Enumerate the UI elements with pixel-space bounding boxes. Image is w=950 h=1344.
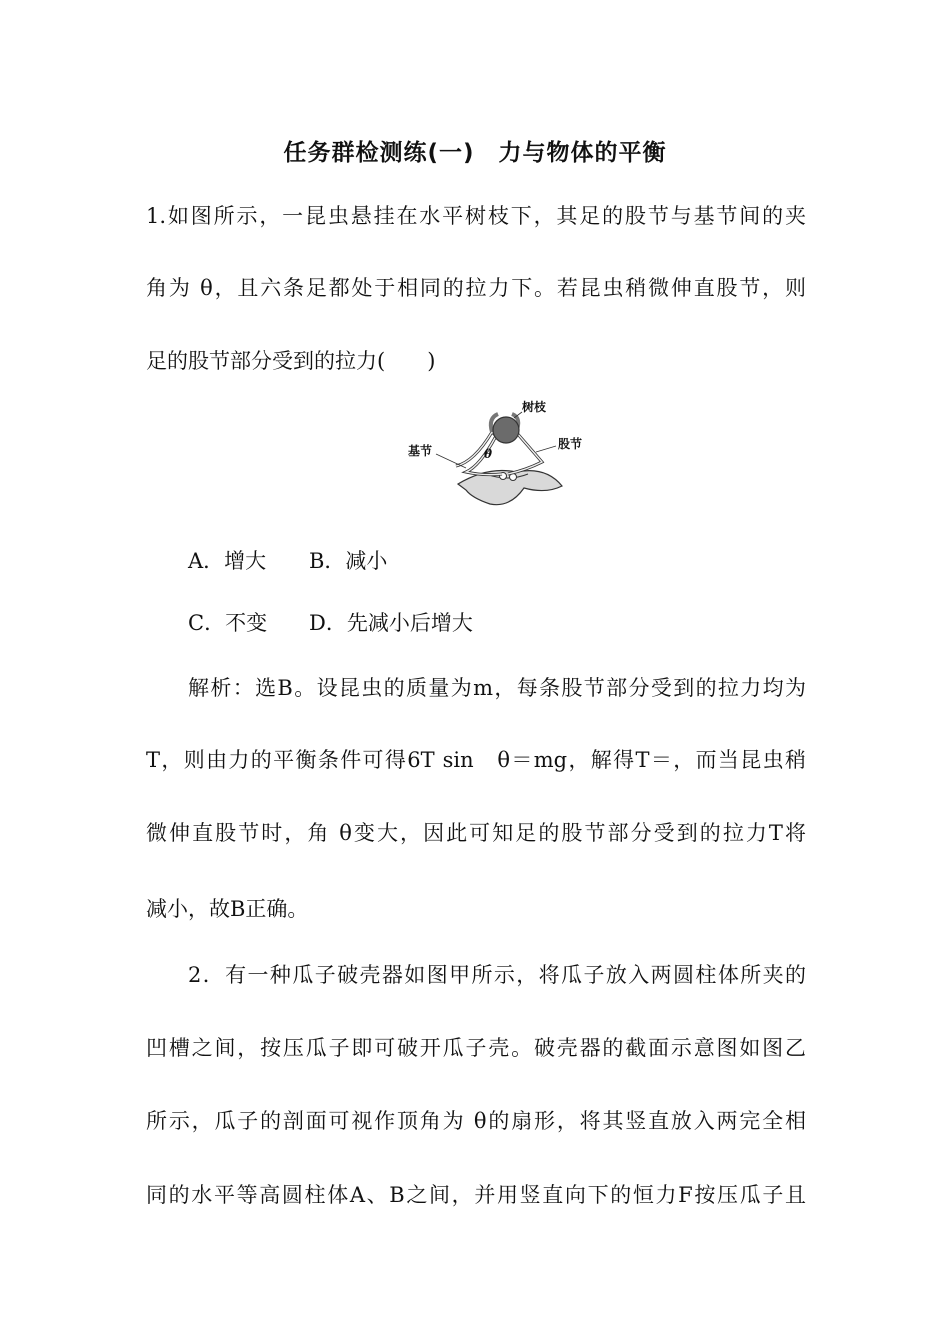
q2-stem-line-3: 所示，瓜子的剖面可视作顶角为 θ的扇形，将其竖直放入两完全相 xyxy=(146,1109,806,1133)
q1-option-d: D．先减小后增大 xyxy=(309,611,473,635)
q2-stem-line-2: 凹槽之间，按压瓜子即可破开瓜子壳。破壳器的截面示意图如图乙 xyxy=(146,1036,806,1060)
q1-stem-line-1: 1.如图所示，一昆虫悬挂在水平树枝下，其足的股节与基节间的夹 xyxy=(146,204,806,228)
label-femur: 股节 xyxy=(558,437,583,451)
q1-stem-line-3: 足的股节部分受到的拉力( ) xyxy=(146,349,436,373)
label-branch: 树枝 xyxy=(522,400,547,414)
q1-option-c: C．不变 xyxy=(188,611,268,635)
q2-stem-line-1: 2．有一种瓜子破壳器如图甲所示，将瓜子放入两圆柱体所夹的 xyxy=(188,963,806,987)
q2-stem-line-4: 同的水平等高圆柱体A、B之间，并用竖直向下的恒力F按压瓜子且 xyxy=(146,1183,806,1207)
q1-analysis-line-2: T，则由力的平衡条件可得6T sin θ＝mg，解得T＝，而当昆虫稍 xyxy=(146,748,806,772)
q1-analysis-line-1: 解析：选B。设昆虫的质量为m，每条股节部分受到的拉力均为 xyxy=(188,676,806,700)
insect-figure xyxy=(396,392,596,510)
q1-stem-line-2: 角为 θ，且六条足都处于相同的拉力下。若昆虫稍微伸直股节，则 xyxy=(146,276,806,300)
branch-circle xyxy=(493,417,519,443)
q1-analysis-line-4: 减小，故B正确。 xyxy=(146,897,309,921)
page-title: 任务群检测练(一) 力与物体的平衡 xyxy=(283,140,667,166)
q1-option-b: B．减小 xyxy=(309,549,388,573)
label-theta: θ xyxy=(484,447,493,461)
label-coxa: 基节 xyxy=(408,444,433,458)
q1-analysis-line-3: 微伸直股节时，角 θ变大，因此可知足的股节部分受到的拉力T将 xyxy=(146,821,806,845)
q1-option-a: A．增大 xyxy=(188,549,267,573)
